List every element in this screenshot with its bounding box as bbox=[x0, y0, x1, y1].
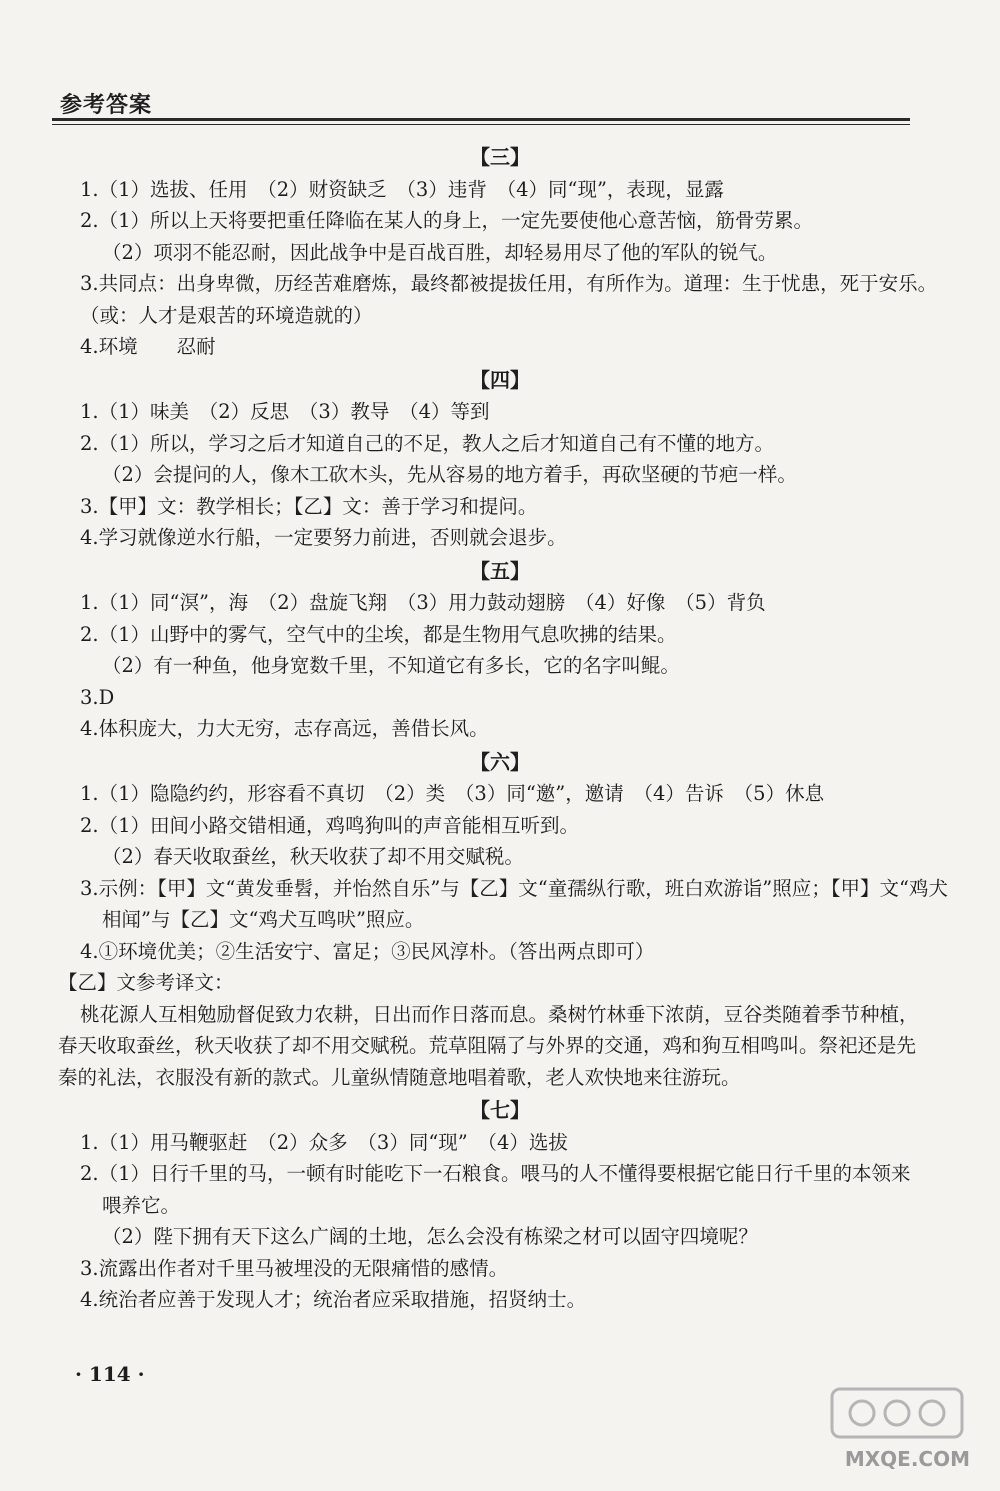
answer-line: 3.共同点：出身卑微，历经苦难磨炼，最终都被提拔任用，有所作为。道理：生于忧患，死于安乐。 bbox=[80, 272, 938, 295]
answer-line: 3.示例：【甲】文“黄发垂髫，并怡然自乐”与【乙】文“童孺纵行歌，班白欢游诣”照应；【甲】文“鸡犬 bbox=[80, 876, 948, 900]
answer-line: 4.环境 忍耐 bbox=[80, 335, 216, 358]
header-rule-thin bbox=[52, 124, 910, 125]
answer-line: 相闻”与【乙】文“鸡犬互鸣吠”照应。 bbox=[102, 908, 425, 931]
answer-line: 2.（1）山野中的雾气，空气中的尘埃，都是生物用气息吹拂的结果。 bbox=[80, 622, 677, 646]
answer-line: 2.（1）日行千里的马，一顿有时能吃下一石粮食。喂马的人不懂得要根据它能日行千里的本领来 bbox=[80, 1162, 911, 1185]
answer-line: 1.（1）用马鞭驱赶 （2）众多 （3）同“现” （4）选拔 bbox=[80, 1130, 568, 1154]
answer-line: 4.统治者应善于发现人才；统治者应采取措施，招贤纳士。 bbox=[80, 1288, 587, 1311]
answer-line: 喂养它。 bbox=[102, 1193, 181, 1217]
answer-line: （2）春天收取蚕丝，秋天收获了却不用交赋税。 bbox=[102, 845, 524, 868]
answer-line: 3.流露出作者对千里马被埋没的无限痛惜的感情。 bbox=[80, 1256, 509, 1280]
answer-line: （2）陛下拥有天下这么广阔的土地，怎么会没有栋梁之材可以固守四境呢？ bbox=[102, 1225, 758, 1248]
answer-line: （2）有一种鱼，他身宽数千里，不知道它有多长，它的名字叫鲲。 bbox=[102, 654, 680, 677]
answer-line: 1.（1）味美 （2）反思 （3）教导 （4）等到 bbox=[80, 400, 490, 423]
answer-line: 【乙】文参考译文： bbox=[58, 971, 234, 994]
section-heading-5: 【五】 bbox=[470, 558, 530, 583]
answer-line: 4.体积庞大，力大无穷，志存高远，善借长风。 bbox=[80, 717, 489, 740]
answer-line: 3.【甲】文：教学相长；【乙】文：善于学习和提问。 bbox=[80, 494, 538, 518]
section-heading-4: 【四】 bbox=[470, 367, 530, 392]
section-heading-6: 【六】 bbox=[470, 749, 530, 774]
answer-line: 2.（1）所以，学习之后才知道自己的不足，教人之后才知道自己有不懂的地方。 bbox=[80, 431, 775, 455]
answer-line: （2）会提问的人，像木工砍木头，先从容易的地方着手，再砍坚硬的节疤一样。 bbox=[102, 463, 797, 486]
answer-line: 4.学习就像逆水行船，一定要努力前进，否则就会退步。 bbox=[80, 526, 567, 549]
header-rule-thick bbox=[52, 118, 910, 121]
section-heading-7: 【七】 bbox=[470, 1098, 530, 1122]
answer-line: 1.（1）选拔、任用 （2）财资缺乏 （3）违背 （4）同“现”，表现，显露 bbox=[80, 177, 724, 201]
answer-content bbox=[58, 140, 948, 1316]
answer-line: 1.（1）同“溟”，海 （2）盘旋飞翔 （3）用力鼓动翅膀 （4）好像 （5）背负 bbox=[80, 591, 766, 614]
page-number: · 114 · bbox=[75, 1362, 145, 1386]
answer-line: 4.①环境优美；②生活安宁、富足；③民风淳朴。（答出两点即可） bbox=[80, 939, 655, 963]
answer-line: 1.（1）隐隐约约，形容看不真切 （2）类 （3）同“邀”，邀请 （4）告诉 （5）休息 bbox=[80, 782, 825, 805]
answer-line: 2.（1）所以上天将要把重任降临在某人的身上，一定先要使他心意苦恼，筋骨劳累。 bbox=[80, 209, 814, 232]
header-title: 参考答案 bbox=[60, 93, 153, 118]
watermark-text: MXQE.COM bbox=[844, 1447, 970, 1471]
answer-line: 2.（1）田间小路交错相通，鸡鸣狗叫的声音能相互听到。 bbox=[80, 813, 580, 837]
answer-line: 3.D bbox=[80, 685, 115, 709]
section-heading-3: 【三】 bbox=[470, 145, 530, 169]
answer-line: （2）项羽不能忍耐，因此战争中是百战百胜，却轻易用尽了他的军队的锐气。 bbox=[102, 240, 778, 264]
translation-paragraph: 桃花源人互相勉励督促致力农耕，日出而作日落而息。桑树竹林垂下浓荫，豆谷类随着季节种植，春天收取蚕丝，秋天收获了却不用交赋税。荒草阻隔了与外界的交通，鸡和狗互相鸣叫。祭祀还是先秦的礼法，衣服没有新的款式。儿童纵情随意地唱着歌，老人欢快地来往游玩。 bbox=[58, 1002, 919, 1089]
answer-line: （或：人才是艰苦的环境造就的） bbox=[80, 303, 373, 327]
